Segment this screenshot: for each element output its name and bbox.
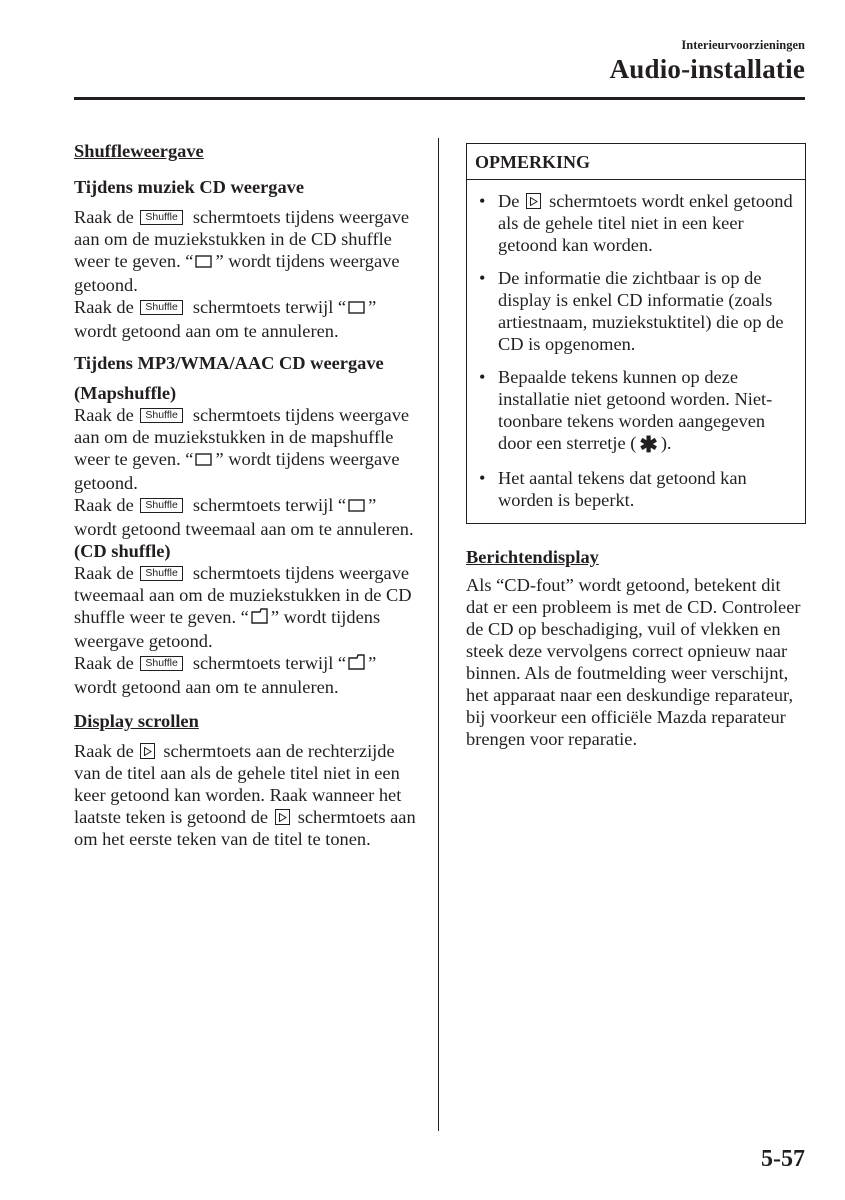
- note-item: • Bepaalde tekens kunnen op deze installatie niet getoond worden. Niet-toonbare tekens worden aangegeven door een sterretje ( ✱ ).: [479, 366, 797, 456]
- shuffle-button-icon: Shuffle: [140, 566, 183, 581]
- shuffle-button-icon: Shuffle: [140, 408, 183, 423]
- shuffle-button-icon: Shuffle: [140, 656, 183, 671]
- mapshuffle-paragraph: Raak de Shuffle schermtoets tijdens weergave aan om de muziekstukken in de mapshuffle weer te geven. “ ” wordt tijdens weergave getoond.: [74, 405, 410, 493]
- shuffle-indicator-icon: [348, 496, 366, 518]
- mapshuffle-subheading: (Mapshuffle): [74, 383, 177, 403]
- running-header-title: Audio-installatie: [609, 54, 805, 84]
- shuffle-button-icon: Shuffle: [140, 498, 183, 513]
- page-number: 5-57: [761, 1146, 805, 1172]
- note-item: • De schermtoets wordt enkel getoond als de gehele titel niet in een keer getoond kan worden.: [479, 190, 797, 256]
- running-header-section: Interieurvoorzieningen: [681, 38, 805, 52]
- shuffle-indicator-icon: [348, 298, 366, 320]
- cd-shuffle-cancel-paragraph: Raak de Shuffle schermtoets terwijl “ ” wordt getoond aan om te annuleren.: [74, 653, 377, 697]
- note-list: [467, 180, 805, 523]
- message-display-heading: Berichtendisplay: [466, 547, 599, 567]
- cd-shuffle-paragraph: Raak de Shuffle schermtoets tijdens weergave aan om de muziekstukken in de CD shuffle weer te geven. “ ” wordt tijdens weergave getoond.: [74, 207, 410, 295]
- shuffle-button-icon: Shuffle: [140, 300, 183, 315]
- note-item: • Het aantal tekens dat getoond kan worden is beperkt.: [479, 467, 797, 511]
- right-column: [466, 143, 806, 750]
- shuffle-indicator-icon: [195, 252, 213, 274]
- column-divider: [438, 138, 439, 1131]
- play-scroll-button-icon: [526, 193, 541, 209]
- play-scroll-button-icon: [140, 743, 155, 759]
- message-display-paragraph: Als “CD-fout” wordt getoond, betekent dit dat er een probleem is met de CD. Controleer de CD op beschadiging, vuil of vlekken en steek deze vervolgens correct opnieuw naar binnen. Als de foutmelding weer verschijnt, het apparaat naar een deskundige reparateur, bij voorkeur een officiële Mazda reparateur brengen voor reparatie.: [466, 575, 801, 749]
- play-scroll-button-icon: [275, 809, 290, 825]
- shuffle-heading: Shuffleweergave: [74, 141, 204, 161]
- note-heading: OPMERKING: [467, 144, 805, 180]
- folder-shuffle-indicator-icon: [251, 608, 269, 630]
- shuffle-button-icon: Shuffle: [140, 210, 183, 225]
- asterisk-icon: ✱: [639, 432, 658, 457]
- mp3-playback-subheading: Tijdens MP3/WMA/AAC CD weergave: [74, 353, 384, 373]
- note-item: • De informatie die zichtbaar is op de display is enkel CD informatie (zoals artiestnaam, muziekstuktitel) die op de CD is opgenomen.: [479, 267, 797, 355]
- display-scroll-paragraph: Raak de schermtoets aan de rechterzijde van de titel aan als de gehele titel niet in een keer getoond kan worden. Raak wanneer het laatste teken is getoond de schermtoets aan om het eerste teken van de titel te tonen.: [74, 741, 416, 849]
- header-divider: [74, 97, 805, 100]
- cd-cancel-paragraph: Raak de Shuffle schermtoets terwijl “ ” wordt getoond aan om te annuleren.: [74, 297, 377, 341]
- display-scroll-heading: Display scrollen: [74, 711, 199, 731]
- note-box: [466, 143, 806, 524]
- cd-shuffle-subheading: (CD shuffle): [74, 541, 171, 561]
- left-column: [74, 140, 419, 850]
- cd-shuffle-twice-paragraph: Raak de Shuffle schermtoets tijdens weergave tweemaal aan om de muziekstukken in de CD shuffle weer te geven. “ ” wordt tijdens weergave getoond.: [74, 563, 412, 651]
- cd-playback-subheading: Tijdens muziek CD weergave: [74, 177, 305, 197]
- shuffle-indicator-icon: [195, 450, 213, 472]
- folder-shuffle-indicator-icon: [348, 654, 366, 676]
- mapshuffle-cancel-paragraph: Raak de Shuffle schermtoets terwijl “ ” wordt getoond tweemaal aan om te annuleren.: [74, 495, 414, 539]
